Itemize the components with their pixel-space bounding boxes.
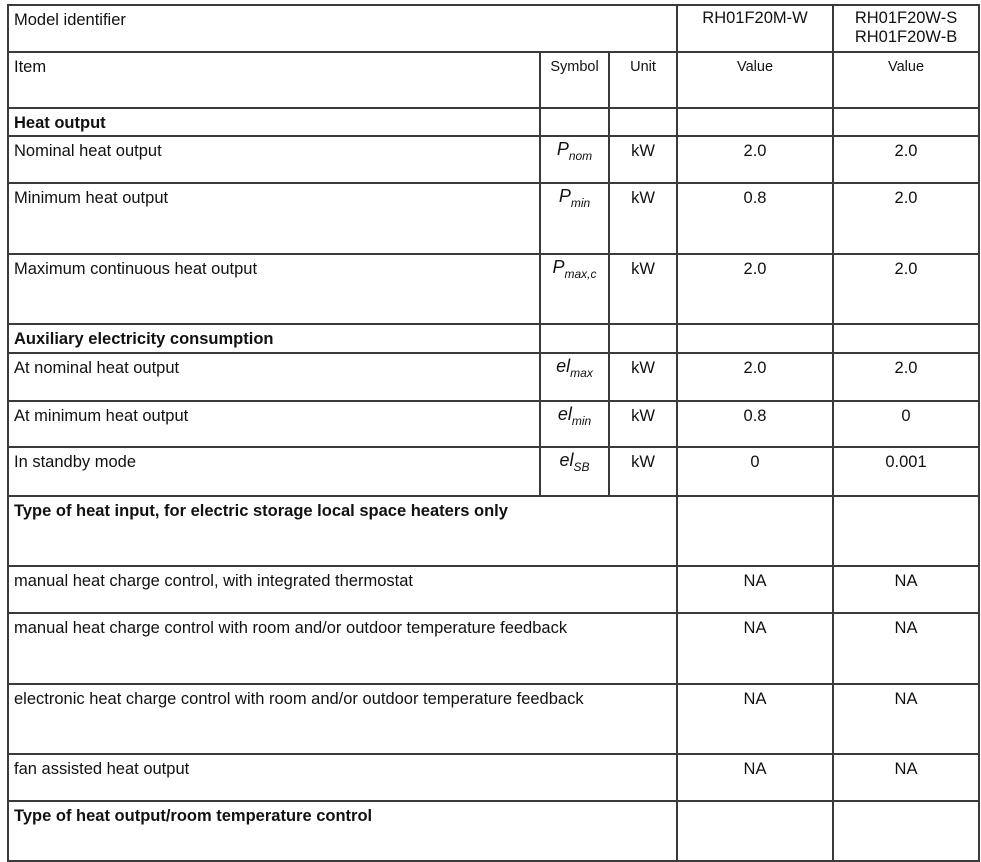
model-b-header xyxy=(833,5,979,52)
section-title: Auxiliary electricity consumption xyxy=(8,324,540,353)
value-b: 2.0 xyxy=(833,136,979,183)
table-row xyxy=(8,566,979,613)
table-row xyxy=(8,136,979,183)
model-identifier-row xyxy=(8,5,979,52)
table-row xyxy=(8,183,979,254)
table-row xyxy=(8,353,979,401)
value-a: 0.8 xyxy=(677,401,833,447)
item-label: manual heat charge control, with integrated thermostat xyxy=(8,566,677,613)
model-identifier-label: Model identifier xyxy=(8,5,677,52)
item-label: electronic heat charge control with room and/or outdoor temperature feedback xyxy=(8,684,677,754)
unit: kW xyxy=(609,401,677,447)
section-auxiliary-electricity xyxy=(8,324,979,353)
value-b: NA xyxy=(833,613,979,684)
value-a: NA xyxy=(677,754,833,801)
value-b: NA xyxy=(833,754,979,801)
model-b-line1: RH01F20W-S xyxy=(854,9,958,27)
item-header: Item xyxy=(8,52,540,108)
section-heat-output-control xyxy=(8,801,979,861)
product-information-table xyxy=(7,4,980,862)
unit-header: Unit xyxy=(609,52,677,108)
table-row xyxy=(8,684,979,754)
item-label: manual heat charge control with room and/or outdoor temperature feedback xyxy=(8,613,677,684)
item-label: Maximum continuous heat output xyxy=(8,254,540,324)
unit: kW xyxy=(609,136,677,183)
value-b: 0 xyxy=(833,401,979,447)
value-a: 2.0 xyxy=(677,254,833,324)
item-label: Minimum heat output xyxy=(8,183,540,254)
symbol: $P_{max,c}$ xyxy=(540,254,609,324)
symbol-header: Symbol xyxy=(540,52,609,108)
value-b: NA xyxy=(833,684,979,754)
section-title: Heat output xyxy=(8,108,540,136)
table-row xyxy=(8,613,979,684)
value-a: NA xyxy=(677,684,833,754)
table-row xyxy=(8,401,979,447)
value-b: NA xyxy=(833,566,979,613)
unit: kW xyxy=(609,183,677,254)
value-a: 2.0 xyxy=(677,136,833,183)
unit: kW xyxy=(609,353,677,401)
value-a: 0.8 xyxy=(677,183,833,254)
value-a: NA xyxy=(677,566,833,613)
item-label: Nominal heat output xyxy=(8,136,540,183)
value-a: 0 xyxy=(677,447,833,496)
model-a-header: RH01F20M-W xyxy=(677,5,833,52)
section-title: Type of heat output/room temperature control xyxy=(8,801,677,861)
value-a: 2.0 xyxy=(677,353,833,401)
value-b: 2.0 xyxy=(833,183,979,254)
symbol: $el_{min}$ xyxy=(540,401,609,447)
value-b-header: Value xyxy=(833,52,979,108)
column-header-row xyxy=(8,52,979,108)
item-label: At minimum heat output xyxy=(8,401,540,447)
value-b: 0.001 xyxy=(833,447,979,496)
table-row xyxy=(8,254,979,324)
value-a-header: Value xyxy=(677,52,833,108)
unit: kW xyxy=(609,254,677,324)
value-b: 2.0 xyxy=(833,353,979,401)
item-label: In standby mode xyxy=(8,447,540,496)
unit: kW xyxy=(609,447,677,496)
model-b-line2: RH01F20W-B xyxy=(854,28,958,46)
section-title: Type of heat input, for electric storage local space heaters only xyxy=(8,496,677,566)
item-label: At nominal heat output xyxy=(8,353,540,401)
table-row xyxy=(8,447,979,496)
section-heat-output xyxy=(8,108,979,136)
value-a: NA xyxy=(677,613,833,684)
value-b: 2.0 xyxy=(833,254,979,324)
section-heat-input xyxy=(8,496,979,566)
symbol: $P_{nom}$ xyxy=(540,136,609,183)
symbol: $el_{max}$ xyxy=(540,353,609,401)
symbol: $el_{SB}$ xyxy=(540,447,609,496)
table-row xyxy=(8,754,979,801)
item-label: fan assisted heat output xyxy=(8,754,677,801)
symbol: $P_{min}$ xyxy=(540,183,609,254)
